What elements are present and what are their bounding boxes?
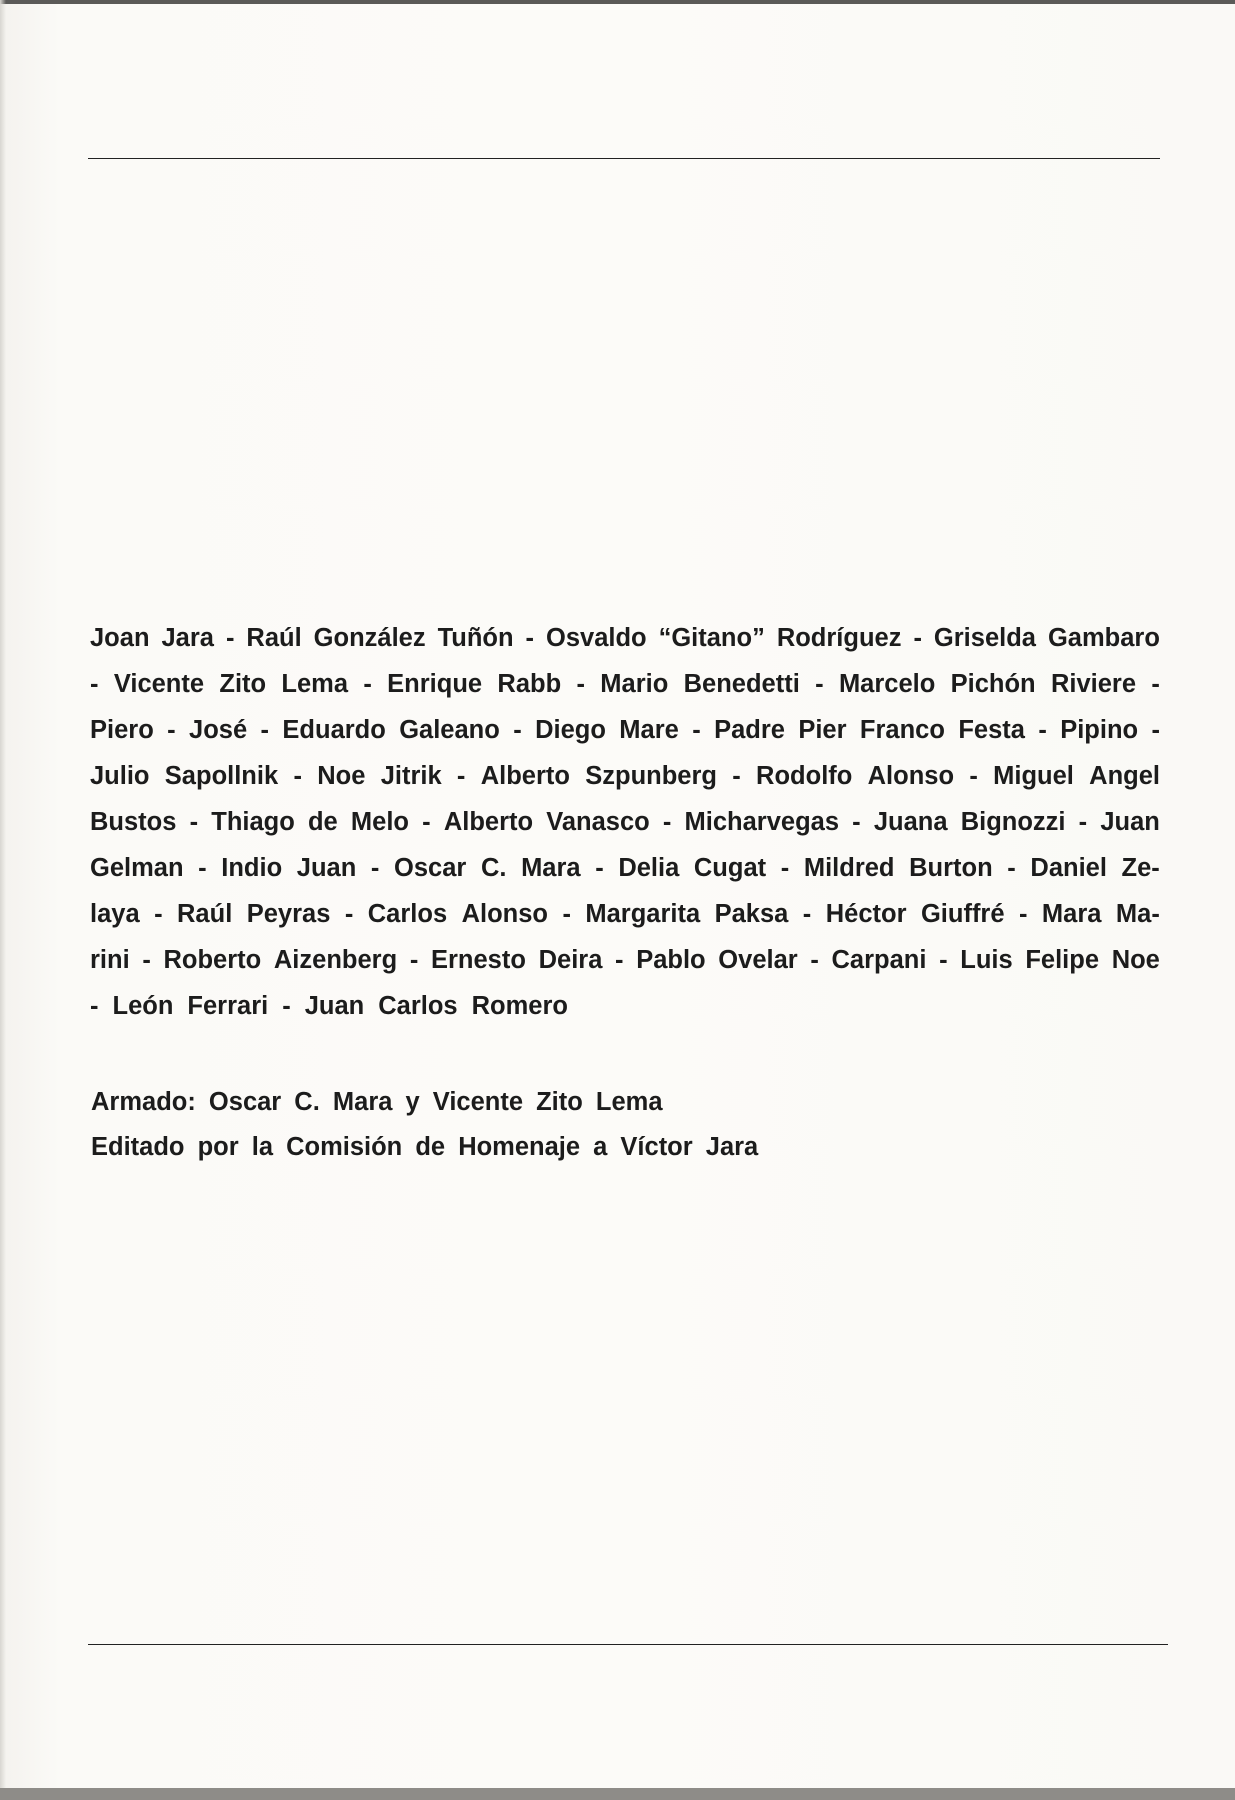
line-word: Marcelo bbox=[838, 670, 936, 698]
line-word: Benedetti bbox=[683, 670, 800, 698]
line-word: Oscar bbox=[394, 854, 467, 882]
line-word: - bbox=[363, 670, 372, 698]
contributors-line bbox=[90, 661, 1160, 707]
line-word: Padre bbox=[714, 716, 785, 744]
line-word: Luis bbox=[960, 946, 1013, 974]
line-word: - bbox=[810, 946, 819, 974]
line-word: - bbox=[576, 670, 585, 698]
line-word: - bbox=[662, 808, 672, 836]
line-word: Noe bbox=[317, 762, 366, 790]
contributors-line bbox=[90, 707, 1160, 753]
line-word: Jitrik bbox=[380, 762, 442, 790]
line-word: Margarita bbox=[585, 900, 701, 928]
line-word: Romero bbox=[471, 992, 568, 1020]
line-word: - bbox=[939, 946, 948, 974]
line-word: Alberto bbox=[480, 762, 570, 790]
line-word: Pichón bbox=[950, 670, 1036, 698]
page-edge-bottom bbox=[0, 1788, 1235, 1800]
line-word: Galeano bbox=[399, 716, 500, 744]
contributors-list bbox=[90, 615, 1160, 1029]
line-word: - bbox=[370, 854, 380, 882]
credits-block bbox=[91, 1080, 991, 1170]
line-word: Pablo bbox=[636, 946, 706, 974]
line-word: Rabb bbox=[497, 670, 562, 698]
line-word: - bbox=[969, 762, 978, 790]
line-word: - bbox=[154, 900, 163, 928]
contributors-line bbox=[90, 937, 1160, 983]
line-word: Ze- bbox=[1121, 854, 1160, 882]
assembled-by-credit: Armado: Oscar C. Mara y Vicente Zito Lema bbox=[91, 1088, 663, 1116]
line-word: Indio bbox=[221, 854, 283, 882]
line-word: Rodolfo bbox=[756, 762, 853, 790]
line-word: Bustos bbox=[90, 808, 177, 836]
line-word: Szpunberg bbox=[585, 762, 717, 790]
contributors-line bbox=[90, 891, 1160, 937]
line-word: Piero bbox=[90, 716, 154, 744]
line-word: Vanasco bbox=[546, 808, 650, 836]
line-word: Héctor bbox=[825, 900, 907, 928]
line-word: Micharvegas bbox=[684, 808, 840, 836]
line-word: - bbox=[852, 808, 861, 836]
line-word: Tuñón bbox=[437, 624, 514, 652]
line-word: Joan bbox=[90, 624, 150, 652]
line-word: Carlos bbox=[378, 992, 458, 1020]
line-word: - bbox=[732, 762, 741, 790]
line-word: - bbox=[1078, 808, 1088, 836]
line-word: - bbox=[815, 670, 824, 698]
line-word: - bbox=[167, 716, 176, 744]
line-word: Osvaldo bbox=[546, 624, 647, 652]
line-word: - bbox=[344, 900, 354, 928]
line-word: Julio bbox=[90, 762, 150, 790]
line-word: Enrique bbox=[387, 670, 483, 698]
line-word: de bbox=[307, 808, 338, 836]
line-word: Ferrari bbox=[187, 992, 269, 1020]
line-word: Angel bbox=[1089, 762, 1160, 790]
line-word: Pipino bbox=[1060, 716, 1139, 744]
line-word: - bbox=[260, 716, 270, 744]
line-word: Sapollnik bbox=[164, 762, 279, 790]
line-word: - bbox=[562, 900, 571, 928]
line-word: Ernesto bbox=[430, 946, 526, 974]
line-word: - bbox=[282, 992, 291, 1020]
line-word: Pier bbox=[798, 716, 847, 744]
line-word: Franco bbox=[859, 716, 945, 744]
contributors-line bbox=[90, 615, 1160, 661]
line-word: Mare bbox=[619, 716, 679, 744]
line-word: Burton bbox=[909, 854, 993, 882]
line-word: Miguel bbox=[993, 762, 1074, 790]
line-word: Ovelar bbox=[718, 946, 798, 974]
line-word: - bbox=[1038, 716, 1047, 744]
line-word: Deira bbox=[538, 946, 603, 974]
line-word: Gambaro bbox=[1047, 624, 1160, 652]
line-word: - bbox=[293, 762, 302, 790]
line-word: - bbox=[595, 854, 604, 882]
page-edge-top bbox=[0, 0, 1235, 4]
top-rule-divider bbox=[88, 158, 1160, 159]
line-word: José bbox=[189, 716, 248, 744]
line-word: - bbox=[513, 716, 522, 744]
line-word: - bbox=[225, 624, 235, 652]
line-word: C. bbox=[480, 854, 507, 882]
bottom-rule-divider bbox=[88, 1644, 1168, 1645]
line-word: Mara bbox=[1041, 900, 1102, 928]
edited-by-credit: Editado por la Comisión de Homenaje a Víctor Jara bbox=[91, 1133, 759, 1161]
line-word: - bbox=[802, 900, 812, 928]
line-word: Vicente bbox=[113, 670, 205, 698]
line-word: - bbox=[780, 854, 790, 882]
line-word: - bbox=[1151, 716, 1160, 744]
contributors-line bbox=[90, 753, 1160, 799]
line-word: Gelman bbox=[90, 854, 184, 882]
line-word: Griselda bbox=[933, 624, 1036, 652]
line-word: - bbox=[90, 670, 99, 698]
contributors-line bbox=[90, 983, 1160, 1029]
line-word: - bbox=[525, 624, 535, 652]
line-word: - bbox=[615, 946, 624, 974]
line-word: Thiago bbox=[211, 808, 295, 836]
line-word: Ma- bbox=[1115, 900, 1160, 928]
line-word: - bbox=[90, 992, 99, 1020]
line-word: Zito bbox=[219, 670, 267, 698]
line-word: Jara bbox=[161, 624, 214, 652]
line-word: Mara bbox=[521, 854, 581, 882]
line-word: Felipe bbox=[1025, 946, 1100, 974]
line-word: - bbox=[1007, 854, 1016, 882]
line-word: - bbox=[142, 946, 151, 974]
line-word: Aizenberg bbox=[273, 946, 398, 974]
line-word: Juan bbox=[296, 854, 357, 882]
line-word: Noe bbox=[1111, 946, 1160, 974]
line-word: Daniel bbox=[1030, 854, 1107, 882]
line-word: Cugat bbox=[693, 854, 767, 882]
line-word: Juan bbox=[1100, 808, 1160, 836]
line-word: Delia bbox=[618, 854, 680, 882]
line-word: Rodríguez bbox=[776, 624, 902, 652]
contributors-line bbox=[90, 799, 1160, 845]
line-word: - bbox=[409, 946, 419, 974]
line-word: Giuffré bbox=[920, 900, 1005, 928]
line-word: Melo bbox=[350, 808, 409, 836]
line-word: Mario bbox=[600, 670, 669, 698]
line-word: Paksa bbox=[714, 900, 789, 928]
line-word: Lema bbox=[281, 670, 349, 698]
line-word: - bbox=[189, 808, 199, 836]
line-word: - bbox=[422, 808, 431, 836]
line-word: “Gitano” bbox=[658, 624, 765, 652]
line-word: Raúl bbox=[177, 900, 233, 928]
line-word: Alberto bbox=[443, 808, 534, 836]
line-word: Festa bbox=[958, 716, 1025, 744]
line-word: - bbox=[1151, 670, 1160, 698]
line-word: Bignozzi bbox=[960, 808, 1066, 836]
line-word: Riviere bbox=[1050, 670, 1137, 698]
line-word: León bbox=[112, 992, 174, 1020]
line-word: Juana bbox=[873, 808, 948, 836]
line-word: - bbox=[692, 716, 701, 744]
line-word: - bbox=[913, 624, 922, 652]
line-word: Raúl bbox=[246, 624, 302, 652]
line-word: laya bbox=[90, 900, 140, 928]
line-word: Roberto bbox=[163, 946, 262, 974]
line-word: Eduardo bbox=[282, 716, 386, 744]
line-word: González bbox=[313, 624, 426, 652]
line-word: Diego bbox=[535, 716, 606, 744]
line-word: Carlos bbox=[367, 900, 448, 928]
line-word: Juan bbox=[304, 992, 365, 1020]
line-word: Mildred bbox=[803, 854, 895, 882]
line-word: Alonso bbox=[867, 762, 955, 790]
line-word: - bbox=[1018, 900, 1028, 928]
line-word: - bbox=[456, 762, 466, 790]
line-word: Peyras bbox=[246, 900, 331, 928]
line-word: Alonso bbox=[461, 900, 548, 928]
line-word: - bbox=[198, 854, 207, 882]
line-word: Carpani bbox=[831, 946, 927, 974]
line-word: rini bbox=[90, 946, 130, 974]
contributors-line bbox=[90, 845, 1160, 891]
page-edge-left bbox=[0, 0, 6, 1800]
